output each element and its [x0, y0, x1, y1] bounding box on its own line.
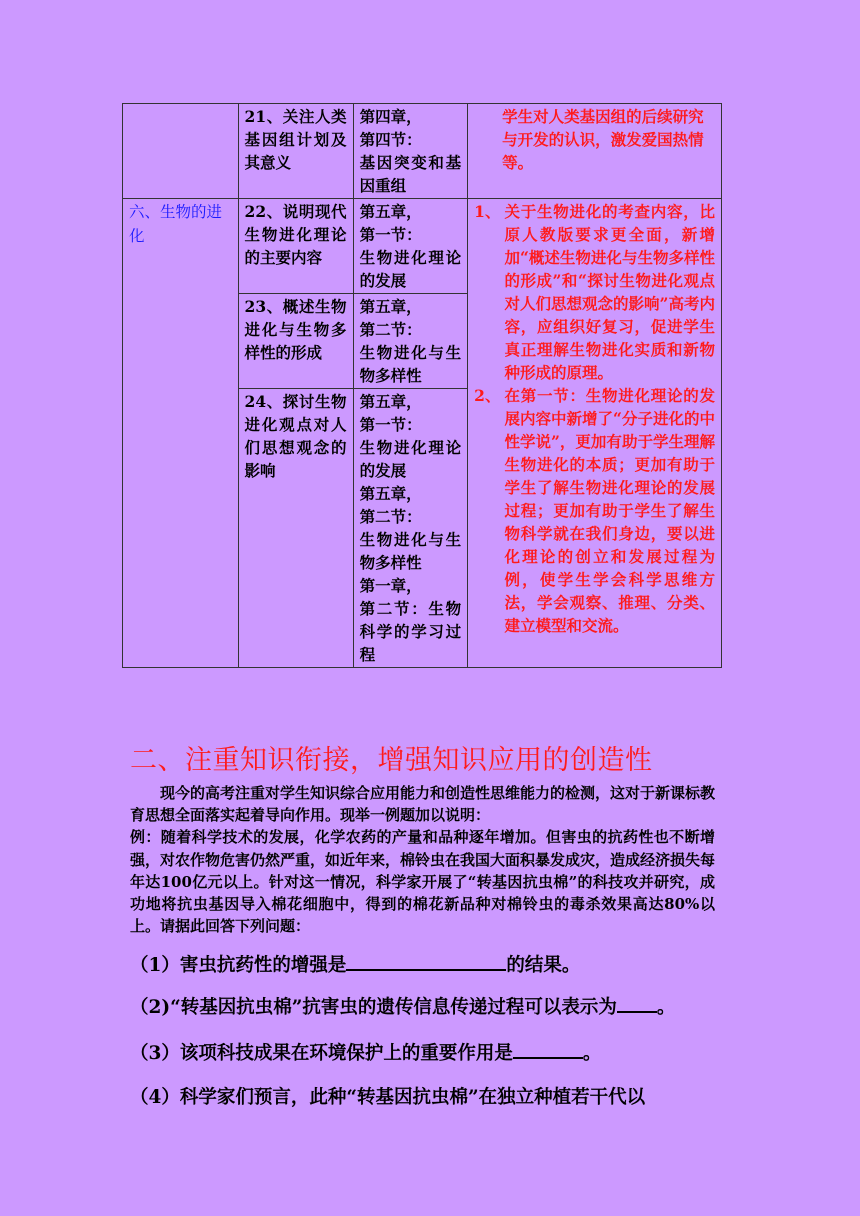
table-row: [123, 104, 722, 199]
question-text: （1）害虫抗药性的增强是: [130, 955, 347, 976]
chapter-line: 第一节：: [359, 415, 422, 434]
chapter-line: 生物进化理论的发展: [359, 438, 462, 480]
chapter-line: 第五章，: [359, 484, 422, 503]
chapter-line: 第四节：: [359, 130, 422, 149]
chapter-line: 第一节：: [359, 225, 422, 244]
topic-text: 24、探讨生物进化观点对人们思想观念的影响: [244, 392, 347, 480]
answer-blank[interactable]: [617, 995, 657, 1013]
intro-paragraph: 现今的高考注重对学生知识综合应用能力和创造性思维能力的检测，这对于新课标教育思想全面落实起着导向作用。现举一例题加以说明：: [130, 784, 716, 825]
chapter-line: 第二节：生物科学的学习过程: [359, 599, 462, 664]
note-cell: [468, 104, 722, 199]
topic-text: 22、说明现代生物进化理论的主要内容: [244, 202, 347, 267]
question-3: [130, 1041, 720, 1067]
body-text: [130, 782, 715, 937]
question-1: [130, 953, 720, 979]
question-text: 。: [582, 1043, 602, 1064]
section-title: 六、生物的进化: [129, 203, 223, 245]
chapter-line: 第五章，: [359, 297, 422, 316]
chapter-cell: [353, 199, 468, 294]
chapter-line: 第二节：: [359, 507, 422, 526]
answer-blank[interactable]: [346, 953, 506, 971]
note-item: [474, 200, 715, 384]
answer-blank[interactable]: [513, 1041, 583, 1059]
chapter-cell: [353, 294, 468, 389]
note-text: 学生对人类基因组的后续研究与开发的认识，激发爱国热情等。: [502, 107, 704, 172]
note-cell: [468, 199, 722, 668]
note-number: 2、: [474, 386, 501, 405]
topic-cell: [238, 294, 353, 389]
question-text: （4）科学家们预言，此种“转基因抗虫棉”在独立种植若干代以: [130, 1087, 646, 1108]
topic-cell: [238, 104, 353, 199]
chapter-line: 第二节：: [359, 320, 422, 339]
table-row: [123, 199, 722, 294]
topic-cell: [238, 389, 353, 668]
chapter-line: 第四章，: [359, 107, 422, 126]
chapter-line: 第五章，: [359, 202, 422, 221]
section-heading: 二、注重知识衔接，增强知识应用的创造性: [130, 745, 653, 776]
table-cell-empty: [123, 104, 239, 199]
topic-cell: [238, 199, 353, 294]
chapter-line: 生物进化与生物多样性: [359, 530, 462, 572]
chapter-line: 第五章，: [359, 392, 422, 411]
chapter-line: 生物进化与生物多样性: [359, 343, 462, 385]
question-text: （2)“转基因抗虫棉”抗害虫的遗传信息传递过程可以表示为: [130, 997, 617, 1018]
note-number: 1、: [474, 202, 501, 221]
note-item: [474, 384, 715, 637]
chapter-cell: [353, 104, 468, 199]
question-text: 。: [656, 997, 676, 1018]
question-2: [130, 995, 720, 1021]
curriculum-table: [122, 103, 722, 668]
question-4: [130, 1085, 720, 1111]
note-text: 关于生物进化的考查内容，比原人教版要求更全面，新增加“概述生物进化与生物多样性的形成”和“探讨生物进化观点对人们思想观念的影响”高考内容，应组织好复习，促进学生真正理解生物进化实质和新物种形成的原理。: [504, 202, 715, 382]
chapter-line: 基因突变和基因重组: [359, 153, 462, 195]
section-title-cell: [123, 199, 239, 668]
chapter-cell: [353, 389, 468, 668]
note-text: 在第一节：生物进化理论的发展内容中新增了“分子进化的中性学说”，更加有助于学生理解生物进化的本质；更加有助于学生了解生物进化理论的发展过程；更加有助于学生了解生物科学就在我们身边，要以进化理论的创立和发展过程为例，使学生学会科学思维方法，学会观察、推理、分类、建立模型和交流。: [504, 386, 715, 635]
chapter-line: 第一章，: [359, 576, 422, 595]
topic-text: 23、概述生物进化与生物多样性的形成: [244, 297, 347, 362]
chapter-line: 生物进化理论的发展: [359, 248, 462, 290]
question-text: （3）该项科技成果在环境保护上的重要作用是: [130, 1043, 513, 1064]
topic-text: 21、关注人类基因组计划及其意义: [244, 107, 347, 172]
question-text: 的结果。: [506, 955, 581, 976]
example-paragraph: 例：随着科学技术的发展，化学农药的产量和品种逐年增加。但害虫的抗药性也不断增强，对农作物危害仍然严重，如近年来，棉铃虫在我国大面积暴发成灾，造成经济损失每年达100亿元以上。针对这一情况，科学家开展了“转基因抗虫棉”的科技攻并研究，成功地将抗虫基因导入棉花细胞中，得到的棉花新品种对棉铃虫的毒杀效果高达80%以上。请据此回答下列问题：: [130, 828, 716, 936]
